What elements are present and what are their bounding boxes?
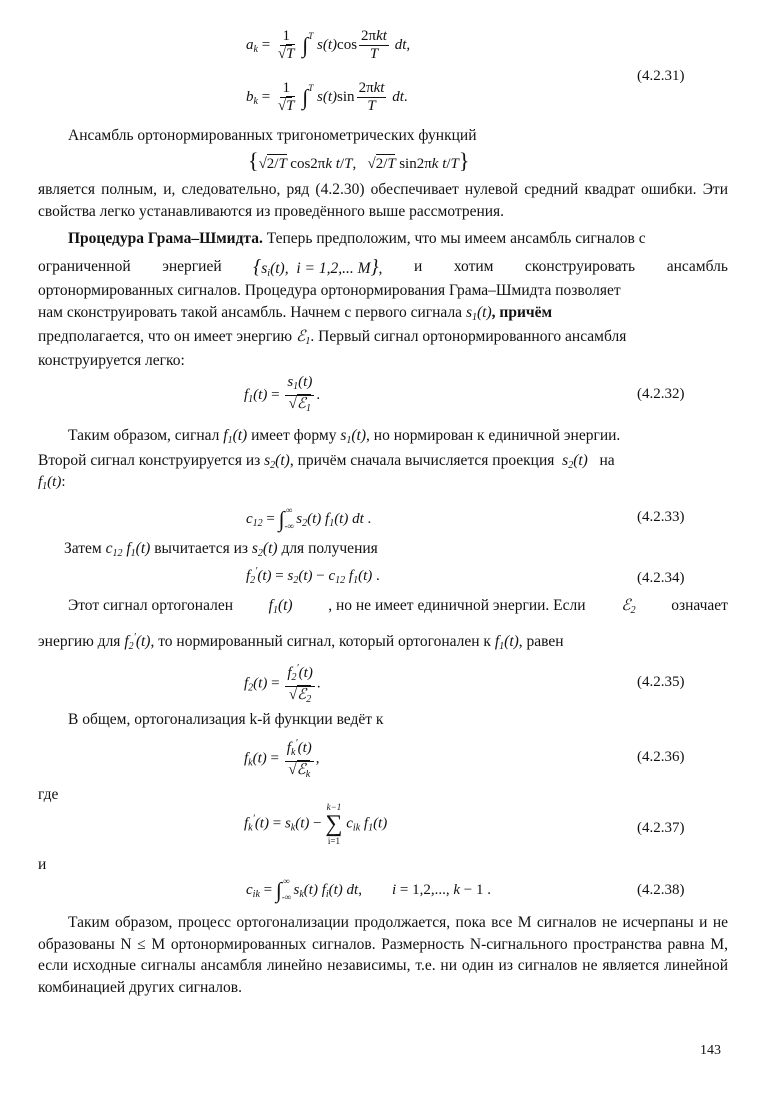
text-span: означает [671,597,728,614]
section-heading: Процедура Грама–Шмидта. [68,230,263,247]
text-span: вычитается из [154,540,248,557]
inline-math: $f_1(t)$: [38,474,66,492]
equation-number: (4.2.37) [637,820,685,836]
page-number: 143 [700,1043,721,1058]
equation-number: (4.2.34) [637,570,685,586]
equation-number: (4.2.33) [637,509,685,525]
paragraph-line: Ансамбль ортонормированных тригонометрических функций [68,127,477,144]
text-span: Второй сигнал конструируется из [38,452,261,469]
equation-f1: $f_1(t)$ = $\frac{s_1(t)}{√ℰ_1}$ . [244,374,321,414]
text-span: предполагается, что он имеет энергию [38,328,293,345]
equation-f2: $f_2(t)$ = $\frac{f_2'(t)}{√ℰ_2}$ . [244,660,321,708]
text-span: энергию для [38,633,121,650]
inline-math: {$s_i(t)$, i = 1,2,... M}, [253,256,383,279]
inline-math: $s_2(t)$ [264,452,290,471]
text-span: , но нормирован к единичной энергии. [366,427,621,444]
paragraph-line: и [38,856,47,873]
paragraph-line [38,451,615,476]
paragraph-line [38,303,552,328]
text-span: Таким образом, сигнал [68,427,220,444]
paragraph-line: ортонормированных сигналов. Процедура ортонормирования Грама–Шмидта позволяет [38,282,621,299]
inline-math: $s_2(t)$ [558,452,588,471]
text-span: Затем [64,540,102,557]
text-span: на [599,452,615,469]
text-span: имеет форму [251,427,337,444]
paragraph: является полным, и, следовательно, ряд (4.2.30) обеспечивает нулевой средний квадрат ошибки. Эти свойства легко устанавливаются из проведённого выше рассмотрения. [38,181,728,220]
equation-c12: $c_{12} = \int_{-\infty}^\infty$ $s_2(t)$ $f_1(t)$ dt . [246,505,372,532]
paragraph-line [38,257,728,284]
inline-math: $f_1(t)$ [223,427,248,446]
equation-fk-prime: $f_k'(t) = s_k(t)$ − k−1 ∑ i=1 $c_{ik}$ $f_1(t)$ [244,802,388,846]
paragraph-line [68,426,620,451]
inline-math: $f_1(t)$ [494,633,519,652]
paragraph-line [64,539,378,564]
inline-math: $f_2'(t)$ [124,632,151,652]
text-span: ограниченной [38,258,131,275]
text-span: сконструировать [525,258,636,275]
text-span: , причём сначала вычисляется проекция [289,452,555,469]
equation-fk: $f_k(t)$ = $\frac{f_k'(t)}{√ℰ_k}$ , [244,735,320,783]
inline-math: $f_1(t)$ [268,597,293,616]
text-span: энергией [162,258,222,275]
paragraph: Таким образом, процесс ортогонализации продолжается, пока все M сигналов не исчерпаны и не образованы N ≤ M ортонормированных сигналов. Размерность N-сигнального пространства равна M, если исходные сигналы ансамбля линейно независимы, т.е. ни один из сигналов не является линейной комбинацией других сигналов. [38,914,728,996]
text-span: хотим [453,258,494,275]
equation-number: (4.2.35) [637,674,685,690]
inline-math: ℰ$_2$ [621,597,636,616]
equation-number: (4.2.38) [637,882,685,898]
paragraph-line: где [38,786,59,803]
paragraph-line: конструируется легко: [38,352,185,369]
inline-math: ℰ$_1$ [296,328,311,347]
text-span: , равен [518,633,564,650]
text-span: . Первый сигнал ортонормированного ансамбля [310,328,627,345]
text-span: для получения [281,540,378,557]
text-span: Теперь предположим, что мы имеем ансамбль сигналов с [266,230,646,247]
text-span: ансамбль [666,258,728,275]
inline-math: $s_1(t)$ [465,304,492,323]
equation-b-k: $b_k$ = $\frac{1}{√T}$ ∫$^T$ s(t)sin $\frac{\text{2πkt}}{T}$ dt. [246,80,408,114]
inline-math: $c_{12}$ $f_1(t)$ [105,540,151,559]
text-span: нам сконструировать такой ансамбль. Начнем с первого сигнала [38,304,463,321]
paragraph-line [38,327,626,352]
equation-trig-set: {√2/T cos2πk t/T, √2/T sin2πk t/T} [248,148,470,173]
equation-a-k: $a_k$ = $\frac{1}{√T}$ ∫$^T$ s(t)cos $\frac{\text{2πkt}}{T}$ dt, [246,28,411,62]
paragraph-line [68,596,728,621]
paragraph-line [38,628,564,657]
equation-number: (4.2.31) [637,68,685,84]
text-span: , то нормированный сигнал, который ортогонален к [150,633,491,650]
inline-math: $s_1(t)$ [340,427,367,446]
text-span: , причём [491,304,553,321]
text-span: Этот сигнал ортогонален [68,597,234,614]
equation-number: (4.2.36) [637,749,685,765]
inline-math: $s_2(t)$ [251,540,278,559]
text-span: , но не имеет единичной энергии. Если [328,597,586,614]
equation-cik: $c_{ik} = \int_{-\infty}^\infty$ $s_k(t)$ $f_i(t)$ dt, i = 1,2,..., k − 1 . [246,876,491,903]
paragraph-line: В общем, ортогонализация k-й функции ведёт к [68,711,384,728]
equation-number: (4.2.32) [637,386,685,402]
text-span: и [413,258,423,275]
equation-f2-prime: $f_2'(t) = s_2(t) - c_{12}$ $f_1(t)$ . [246,566,380,586]
paragraph-line [68,229,646,249]
